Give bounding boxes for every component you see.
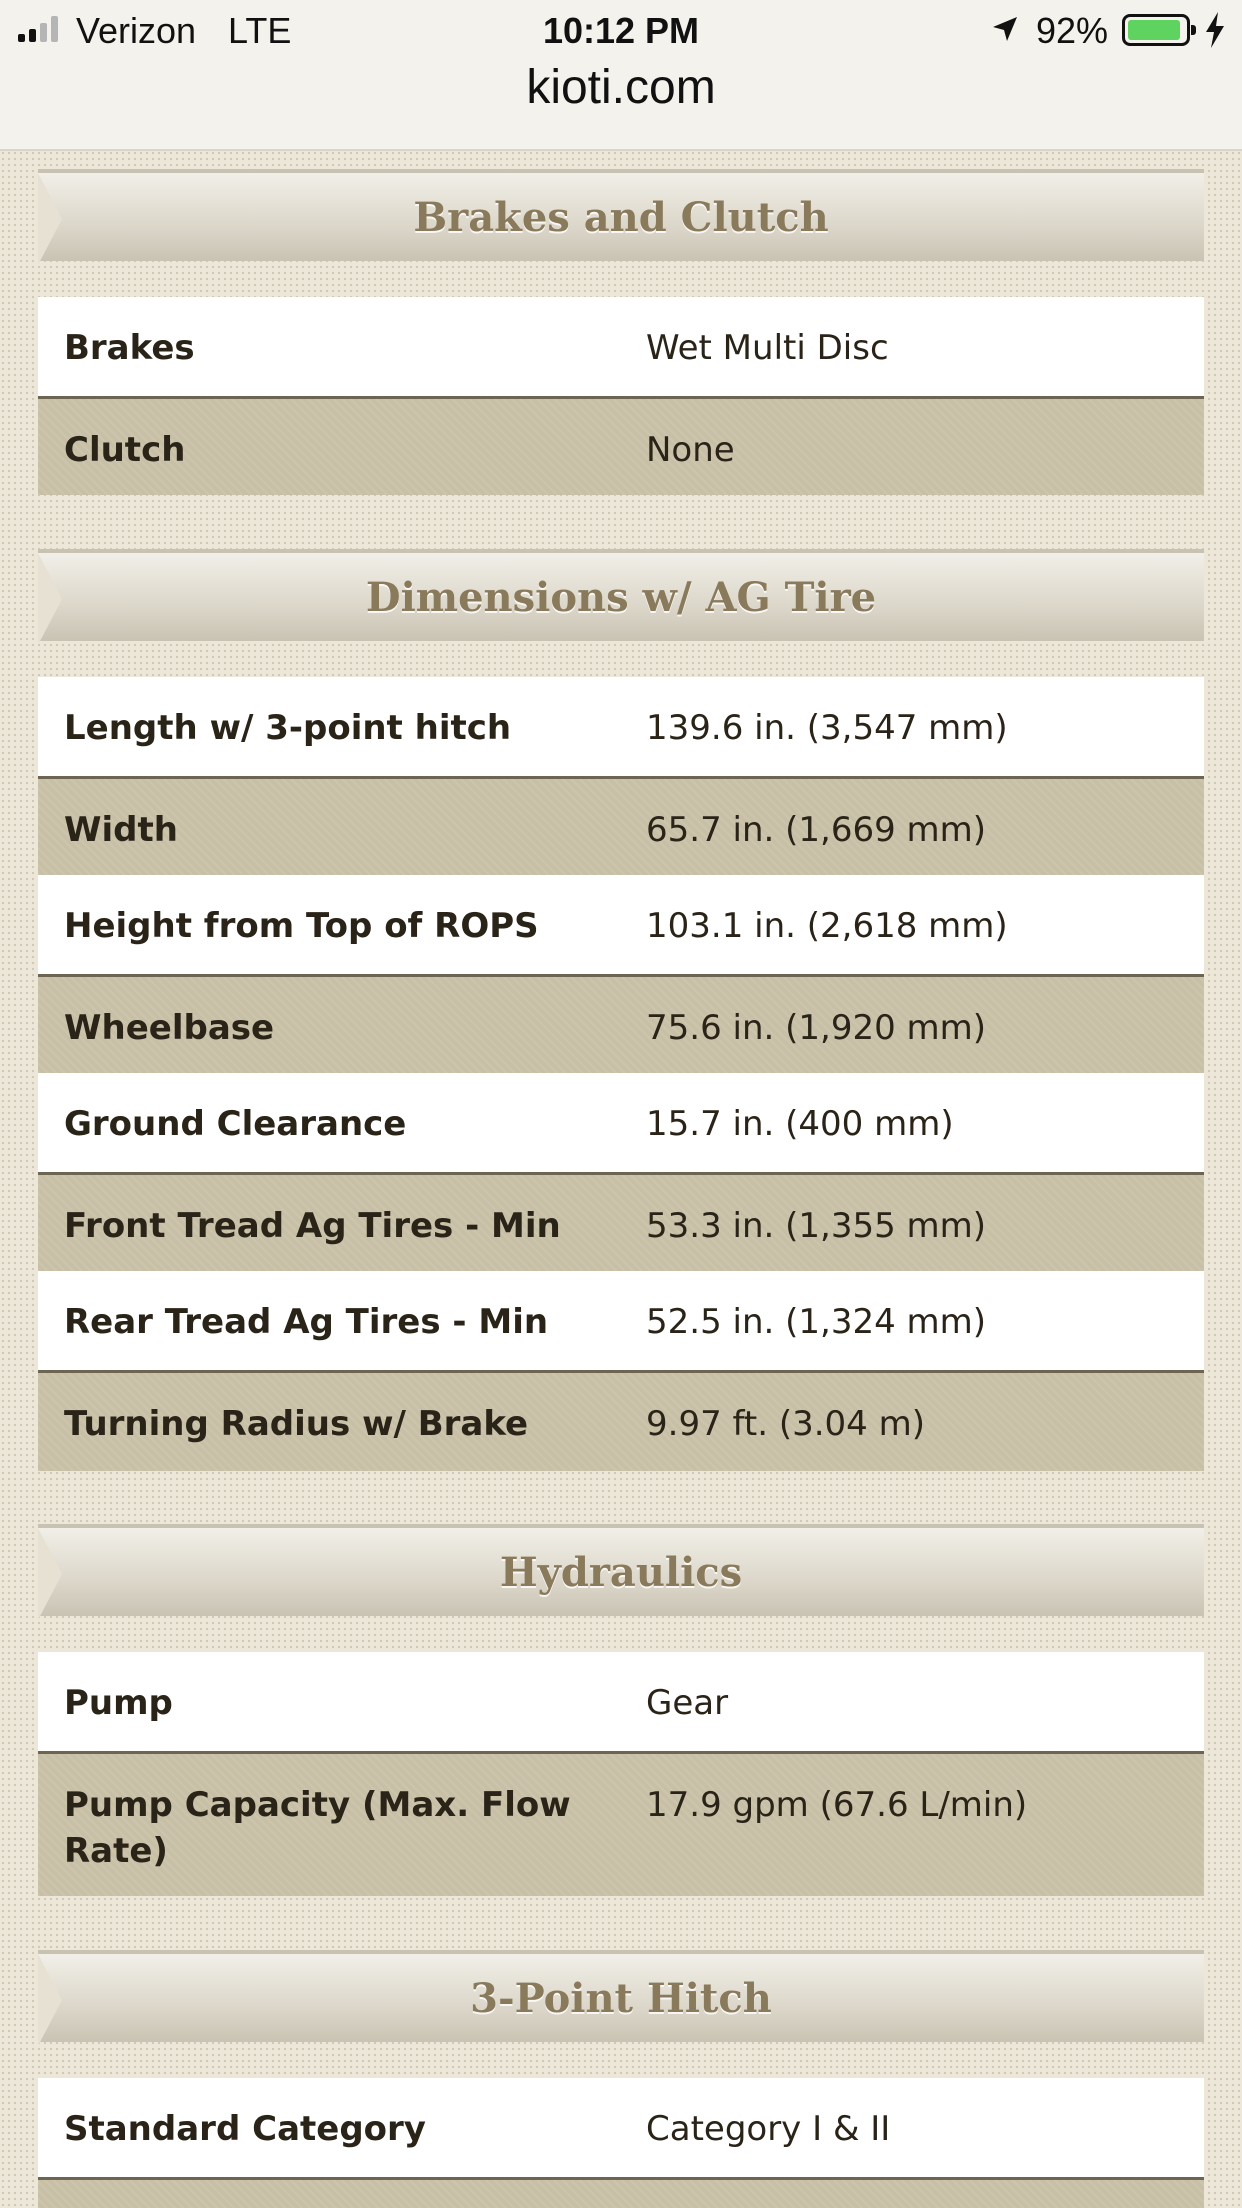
spec-label: Pump Capacity (Max. Flow Rate) [64,1785,571,1871]
spec-row-rear-tread [38,1271,1204,1370]
battery-percent: 92% [1036,10,1109,51]
spec-label: Ground Clearance [64,1104,407,1144]
section-header-dimensions: Dimensions w/ AG Tire [38,549,1204,641]
section-header-3-point-hitch: 3-Point Hitch [38,1950,1204,2042]
spec-label: Height from Top of ROPS [64,906,539,946]
spec-row-height [38,875,1204,974]
spec-value: 17.9 gpm (67.6 L/min) [646,1785,1028,1825]
spec-row-pump-capacity [38,1751,1204,1896]
spec-value: Category I & II [646,2109,891,2149]
spec-label: Rear Tread Ag Tires - Min [64,1302,549,1342]
spec-value: 53.3 in. (1,355 mm) [646,1206,987,1246]
carrier-name: Verizon [76,10,197,51]
spec-row-wheelbase [38,974,1204,1073]
spec-row-width [38,776,1204,875]
address-bar-url[interactable]: kioti.com [526,61,716,114]
spec-value: 103.1 in. (2,618 mm) [646,906,1008,946]
spec-value: Wet Multi Disc [646,328,889,368]
spec-row-length [38,677,1204,776]
spec-row-standard-category [38,2078,1204,2177]
spec-value: 9.97 ft. (3.04 m) [646,1404,925,1444]
section-header-brakes-clutch: Brakes and Clutch [38,169,1204,261]
spec-value: None [646,430,735,470]
status-bar [0,0,1242,62]
spec-label: Width [64,810,178,850]
browser-top-bar [0,0,1242,151]
spec-row-front-tread [38,1172,1204,1271]
spec-value: 52.5 in. (1,324 mm) [646,1302,987,1342]
spec-value: 65.7 in. (1,669 mm) [646,810,987,850]
location-arrow-icon [990,14,1020,44]
charging-bolt-icon [1204,12,1226,48]
spec-row-brakes [38,297,1204,396]
spec-label: Brakes [64,328,195,368]
spec-label: Turning Radius w/ Brake [64,1404,529,1444]
spec-value: Gear [646,1683,729,1723]
spec-row-partial [38,2177,1204,2208]
status-time: 10:12 PM [542,10,700,51]
spec-label: Clutch [64,430,186,470]
spec-row-pump [38,1652,1204,1751]
section-header-hydraulics: Hydraulics [38,1524,1204,1616]
spec-label: Length w/ 3-point hitch [64,708,512,748]
spec-row-turning-radius [38,1370,1204,1471]
spec-value: 139.6 in. (3,547 mm) [646,708,1008,748]
spec-value: 75.6 in. (1,920 mm) [646,1008,987,1048]
spec-value: 15.7 in. (400 mm) [646,1104,954,1144]
spec-label: Pump [64,1683,173,1723]
battery-icon [1122,14,1190,46]
spec-label: Standard Category [64,2109,426,2149]
spec-row-ground-clearance [38,1073,1204,1172]
network-type: LTE [228,10,292,51]
spec-row-clutch [38,396,1204,495]
spec-label: Wheelbase [64,1008,275,1048]
spec-label: Front Tread Ag Tires - Min [64,1206,561,1246]
